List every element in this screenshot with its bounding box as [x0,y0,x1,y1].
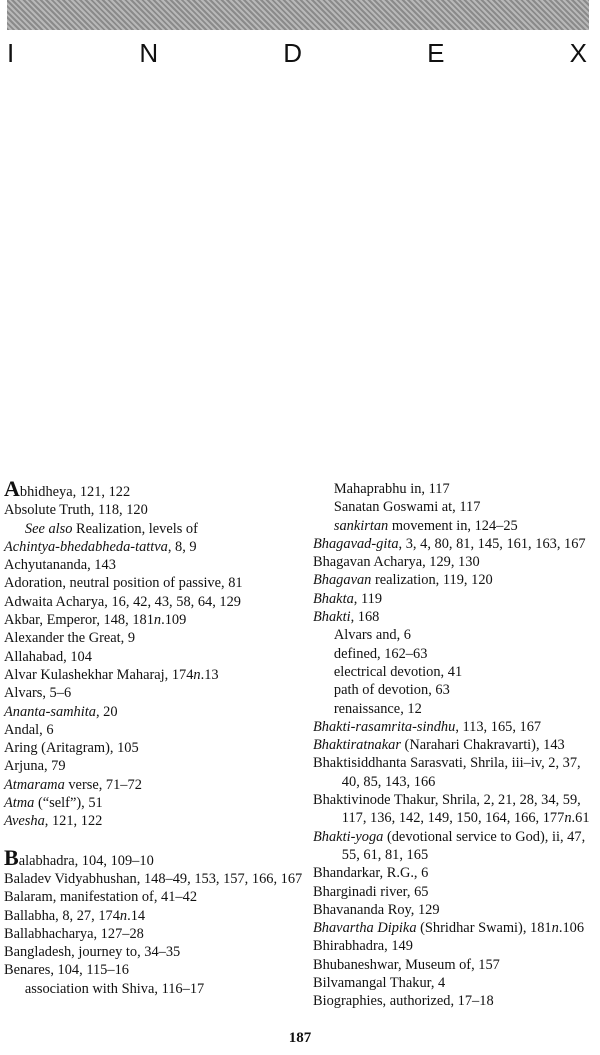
entry-text: .13 [200,666,219,683]
entry-text: alabhadra, 104, 109–10 [18,852,154,869]
entry-text: association with Shiva, 116–17 [24,980,205,997]
entry-text: Alvar Kulashekhar Maharaj, 174 [4,666,194,683]
index-entry [4,629,304,647]
index-entry [313,571,600,589]
entry-text: (devotional service to God), ii, 47, 55, 61, 81, 165 [341,828,586,863]
entry-text: , 121, 122 [44,813,103,830]
index-entry [313,718,600,736]
section-initial-letter: B [4,844,19,870]
index-column-right [313,480,600,1011]
index-entry [313,864,600,882]
entry-text: Bhirabhadra, 149 [313,938,413,955]
entry-text: , 168 [350,609,380,626]
entry-text: Benares, 104, 115–16 [4,962,129,979]
entry-text: Ballabha, 8, 27, 174 [4,907,120,924]
heading-letter-n: N [139,38,159,68]
index-entry [4,739,304,757]
entry-text: Bharginadi river, 65 [313,883,429,900]
index-subentry [334,663,600,681]
index-entry [313,919,600,937]
entry-text: , 8, 9 [167,538,197,555]
index-column-left [4,476,304,998]
index-entry [313,901,600,919]
index-entry [4,556,304,574]
index-subentry [334,681,600,699]
entry-text: Akbar, Emperor, 148, 181 [4,612,154,629]
entry-text: Alvars and, 6 [333,627,412,644]
entry-text: n [564,810,572,827]
entry-text: , 119 [353,590,383,607]
index-entry [313,956,600,974]
entry-text: Achintya-bhedabheda-tattva [4,538,168,555]
entry-text: Realization, levels of [72,520,198,537]
index-entry [4,593,304,611]
entry-text: .109 [161,612,187,629]
index-entry [313,736,600,754]
entry-text: Adoration, neutral position of passive, 81 [4,575,243,592]
entry-text: Bhaktisiddhanta Sarasvati, Shrila, iii–iv, 2, 37, 40, 85, 143, 166 [313,755,581,790]
index-subentry [25,980,304,998]
entry-text: Arjuna, 79 [4,758,66,775]
index-entry [313,992,600,1010]
entry-text: Bhagavan Acharya, 129, 130 [313,554,480,571]
index-entry [4,961,304,979]
entry-text: (Narahari Chakravarti), 143 [400,737,565,754]
heading-letter-i: I [7,38,15,68]
entry-text: Bhakti [313,609,351,626]
entry-text: Alexander the Great, 9 [4,630,136,647]
index-entry [4,888,304,906]
entry-text: Bhubaneshwar, Museum of, 157 [313,956,500,973]
entry-text: defined, 162–63 [333,645,428,662]
entry-text: movement in, 124–25 [388,517,518,534]
entry-text: Bhaktivinode Thakur, Shrila, 2, 21, 28, 34, 59, 117, 136, 142, 149, 150, 164, 166, 177 [313,792,581,827]
index-entry [4,721,304,739]
entry-text: Adwaita Acharya, 16, 42, 43, 58, 64, 129 [4,593,242,610]
index-subentry [334,498,600,516]
entry-text: electrical devotion, 41 [333,663,463,680]
heading-letter-x: X [569,38,587,68]
index-entry [4,684,304,702]
index-subentry [334,517,600,535]
entry-text: Atmarama [4,776,65,793]
index-entry [4,812,304,830]
index-entry [4,794,304,812]
entry-text: n [551,920,559,937]
index-entry [313,553,600,571]
entry-text: Baladev Vidyabhushan, 148–49, 153, 157, 166, 167 [4,870,303,887]
entry-text: Sanatan Goswami at, 117 [333,499,481,516]
entry-text: verse, 71–72 [64,776,142,793]
index-entry [4,666,304,684]
index-subentry [25,520,304,538]
entry-text: .14 [127,907,146,924]
index-entry [4,870,304,888]
entry-text: Bhakta [313,590,354,607]
entry-text: Bhaktiratnakar [313,737,401,754]
entry-text: Bhagavad-gita [313,535,399,552]
entry-text: (Shridhar Swami), 181 [416,920,552,937]
entry-text: .61 [571,810,590,827]
index-subentry [334,480,600,498]
index-entry [4,757,304,775]
entry-text: Bhagavan [313,572,372,589]
index-entry [4,703,304,721]
entry-text: Bhavartha Dipika [313,920,417,937]
index-entry [4,907,304,925]
page-number: 187 [288,1030,312,1046]
index-subentry [334,626,600,644]
entry-text: renaissance, 12 [333,700,422,717]
index-entry [313,590,600,608]
entry-text: n [153,612,162,629]
entry-text: Bhandarkar, R.G., 6 [313,865,429,882]
entry-text: , 113, 165, 167 [455,718,542,735]
index-subentry [334,700,600,718]
entry-text: Ananta-samhita [4,703,96,720]
entry-text: , 20 [95,703,118,720]
entry-text: bhidheya, 121, 122 [19,484,131,500]
entry-text: realization, 119, 120 [371,572,493,589]
heading-letter-e: E [427,38,445,68]
entry-text: (“self”), 51 [34,795,103,812]
index-entry [4,925,304,943]
header-texture-band [7,0,589,30]
entry-text: n [193,666,201,683]
entry-text: Bhakti-yoga [313,828,384,845]
entry-text: Alvars, 5–6 [4,685,72,702]
section-gap [4,831,304,849]
heading-letter-d: D [283,38,303,68]
entry-text: .106 [558,920,585,937]
section-initial-letter: A [4,476,20,501]
entry-text: Biographies, authorized, 17–18 [313,993,494,1010]
index-entry [4,844,304,870]
entry-text: path of devotion, 63 [333,682,450,699]
index-entry [4,776,304,794]
index-entry [4,648,304,666]
index-entry [313,608,600,626]
entry-text: Achyutananda, 143 [4,557,116,574]
index-entry [4,538,304,556]
entry-text: Ballabhacharya, 127–28 [4,925,144,942]
entry-text: Balaram, manifestation of, 41–42 [4,889,198,906]
index-entry [313,937,600,955]
index-entry [313,974,600,992]
index-entry [313,883,600,901]
entry-text: Aring (Aritagram), 105 [4,740,139,757]
entry-text: See also [24,520,73,537]
entry-text: Bilvamangal Thakur, 4 [313,975,446,992]
index-subentry [334,645,600,663]
entry-text: Bhavananda Roy, 129 [313,901,440,918]
index-entry [313,535,600,553]
entry-text: sankirtan [333,517,389,534]
entry-text: Bhakti-rasamrita-sindhu [313,718,456,735]
index-heading [7,38,587,68]
entry-text: Absolute Truth, 118, 120 [4,502,148,519]
entry-text: Atma [4,795,35,812]
entry-text: Andal, 6 [4,721,54,738]
index-entry [4,501,304,519]
index-entry [4,611,304,629]
index-entry [4,943,304,961]
index-entry [313,791,600,828]
index-entry [313,828,600,865]
entry-text: n [119,907,128,924]
index-entry [4,476,304,501]
entry-text: Bangladesh, journey to, 34–35 [4,944,181,961]
entry-text: Allahabad, 104 [4,648,92,665]
entry-text: Mahaprabhu in, 117 [333,481,450,497]
index-entry [313,754,600,791]
index-entry [4,574,304,592]
entry-text: Avesha [4,813,45,830]
entry-text: , 3, 4, 80, 81, 145, 161, 163, 167 [398,535,586,552]
